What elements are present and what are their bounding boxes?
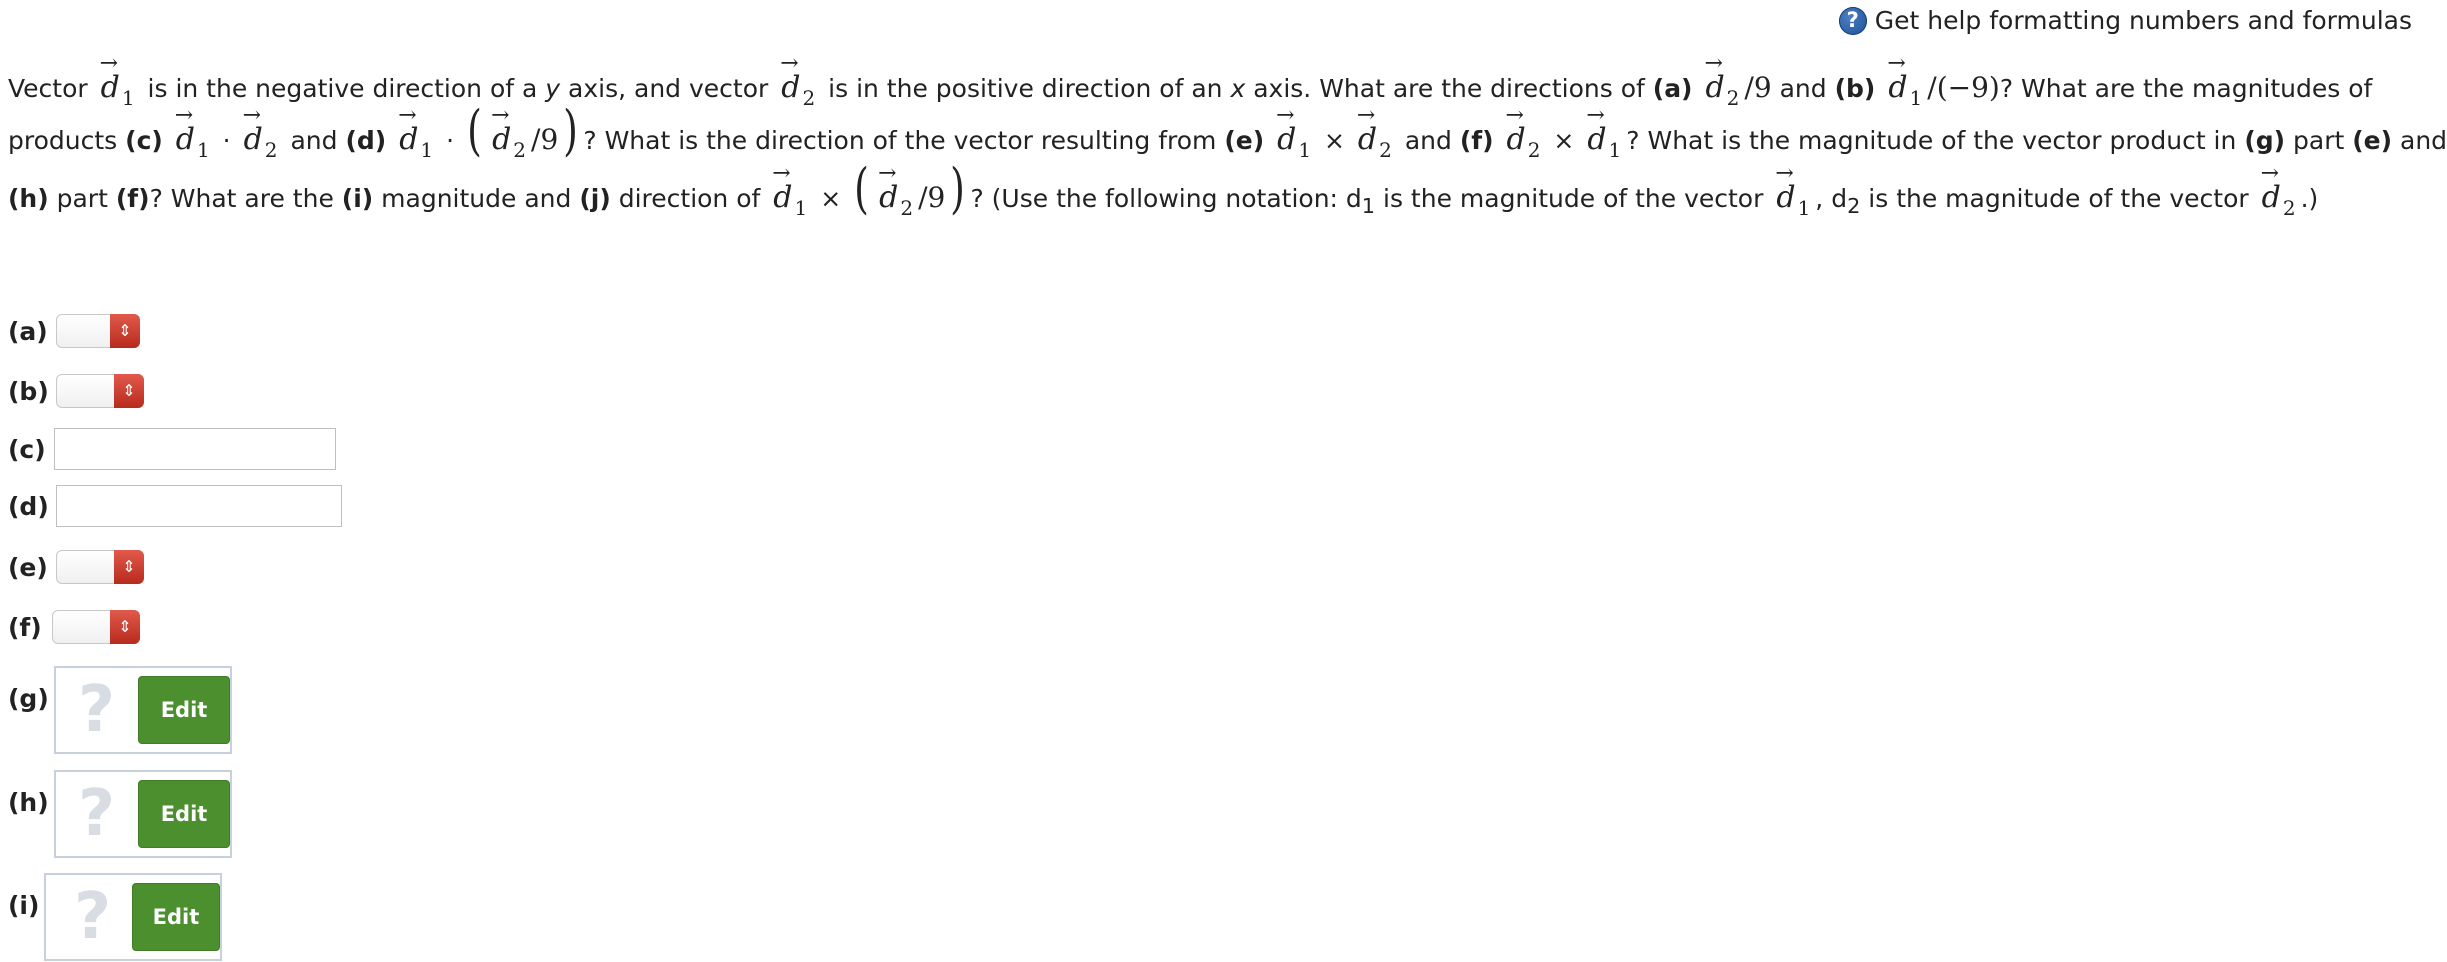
- vector-d1: → d $_1$: [99, 50, 135, 110]
- answer-g-editbox: [54, 666, 232, 754]
- question-line-2: products (c) → d $_1$ · → d $_2$ and (d) → d $_1$ · ( → d $_2$ /9) ? What is the direction of the vector resulting from (e) → d $_1$ × → d $_2$ and (f) → d $_2$ × → d $_1$ ? What is the magnitude of the vector product in (g) part (e) and: [8, 99, 2447, 162]
- answer-h-edit-button[interactable]: Edit: [138, 780, 230, 848]
- answer-row-b: [8, 374, 144, 408]
- part-c-label: (c): [125, 126, 163, 155]
- answer-f-select[interactable]: [52, 610, 140, 644]
- select-stepper-icon[interactable]: ⇕: [114, 550, 144, 584]
- answer-row-g: [8, 666, 232, 754]
- question-line-3: (h) part (f)? What are the (i) magnitude and (j) direction of → d $_1$ × ( → d $_2$ /9) ? (Use the following notation: $d_1$ is the magnitude of the vector → d $_1$ , $d_2$ is the magnitude of the vector → d $_2$ .): [8, 156, 2319, 220]
- answer-h-editbox: [54, 770, 232, 858]
- part-g-label: (g): [2244, 126, 2286, 155]
- answer-row-i: [8, 873, 222, 961]
- placeholder-question-icon: ?: [78, 673, 116, 747]
- answer-label: (b): [8, 376, 49, 406]
- help-formatting-link[interactable]: [1839, 6, 2412, 35]
- part-d-label: (d): [345, 126, 387, 155]
- part-e-label: (e): [1224, 126, 1265, 155]
- part-a-label: (a): [1652, 73, 1693, 103]
- vector-d2: → d $_2$: [780, 50, 816, 110]
- answer-e-select[interactable]: [56, 550, 144, 584]
- answer-b-select[interactable]: [56, 374, 144, 408]
- answer-i-edit-button[interactable]: Edit: [132, 883, 220, 951]
- answer-row-f: [8, 610, 140, 644]
- answer-label: (f): [8, 612, 42, 642]
- answer-g-edit-button[interactable]: Edit: [138, 676, 230, 744]
- answer-row-h: [8, 770, 232, 858]
- answer-label: (i): [8, 891, 40, 920]
- answer-row-a: [8, 314, 140, 348]
- question-text: [8, 50, 2447, 233]
- answer-row-d: [8, 485, 342, 527]
- answer-i-editbox: [44, 873, 222, 961]
- answer-a-select[interactable]: [56, 314, 140, 348]
- part-b-label: (b): [1834, 73, 1876, 103]
- help-link-label: Get help formatting numbers and formulas: [1874, 6, 2412, 35]
- placeholder-question-icon: ?: [78, 777, 116, 851]
- answer-label: (g): [8, 684, 49, 713]
- answer-label: (d): [8, 491, 49, 521]
- answer-label: (c): [8, 434, 46, 464]
- question-word: Vector: [8, 73, 88, 103]
- select-stepper-icon[interactable]: ⇕: [110, 610, 140, 644]
- select-stepper-icon[interactable]: ⇕: [110, 314, 140, 348]
- answer-label: (e): [8, 552, 48, 582]
- select-stepper-icon[interactable]: ⇕: [114, 374, 144, 408]
- part-h-label: (h): [8, 183, 49, 213]
- part-i-label: (i): [341, 183, 374, 213]
- answer-row-c: [8, 428, 336, 470]
- question-line-1: Vector → d $_1$ is in the negative direction of a y axis, and vector → d $_2$ is in the positive direction of an x axis. What are the directions of (a) → d $_2$ /9 and (b) → d $_1$ /(−9)? What are the magnitudes of: [8, 50, 2373, 110]
- answer-c-input[interactable]: [54, 428, 336, 470]
- answer-d-input[interactable]: [56, 485, 342, 527]
- answer-label: (h): [8, 788, 49, 817]
- part-j-label: (j): [579, 183, 611, 213]
- placeholder-question-icon: ?: [74, 880, 112, 954]
- answer-row-e: [8, 550, 144, 584]
- help-circle-icon: ?: [1839, 7, 1867, 35]
- part-f-label: (f): [1459, 126, 1494, 155]
- answer-label: (a): [8, 316, 48, 346]
